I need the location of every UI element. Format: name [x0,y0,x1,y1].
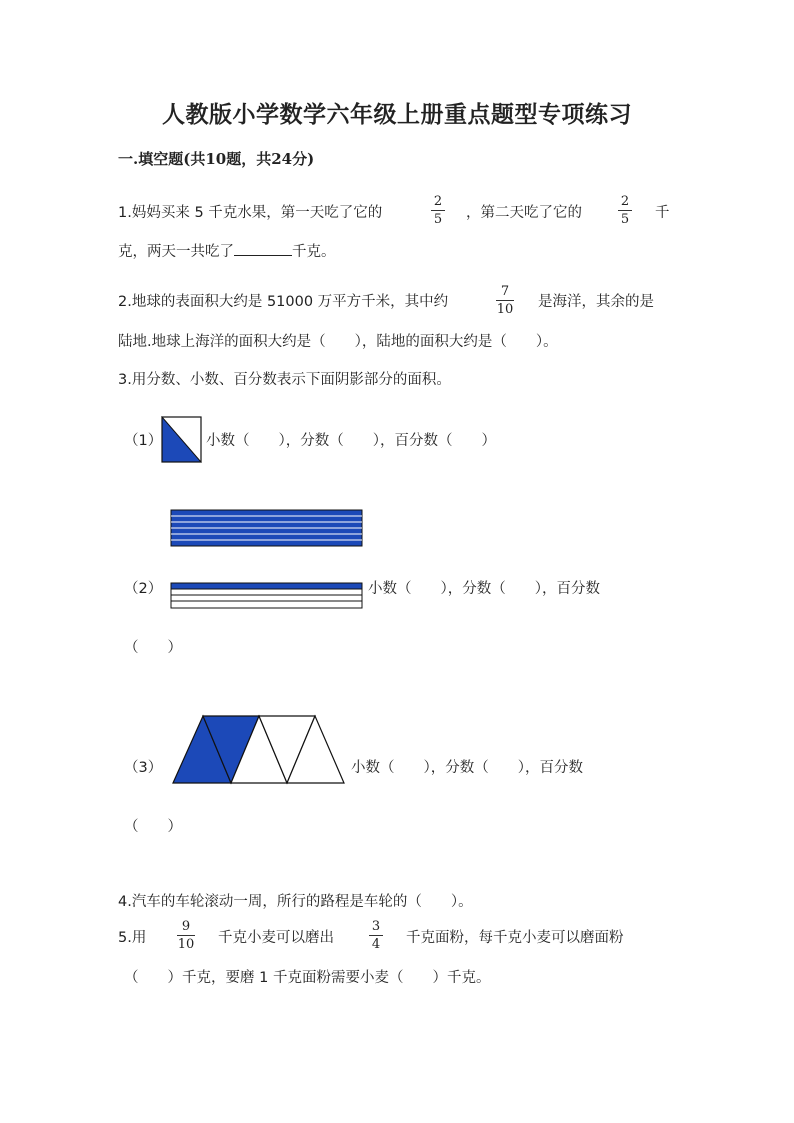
fraction-bar [618,210,632,211]
q3-p2-text: 小数（ ），分数（ ），百分数 [368,581,600,597]
q3-p1-text: 小数（ ），分数（ ），百分数（ ） [206,433,496,449]
q2-text-c: 陆地.地球上海洋的面积大约是（ ），陆地的面积大约是（ ）。 [118,334,558,350]
q3-p3-text: 小数（ ），分数（ ），百分数 [351,760,583,776]
shaded-strip [171,583,362,589]
q1-text-a: 1.妈妈买来 5 千克水果，第一天吃了它的 [118,205,383,221]
q3-p1-square-figure [161,416,203,464]
section-heading: 一.填空题(共10题，共24分) [118,150,315,168]
fraction-bar [496,300,514,301]
q5-fraction-1 [177,919,195,952]
q3-p2-partial-bar [170,582,364,610]
q3-p1-label: （1） [124,433,163,449]
q3-p2-tail: （ ） [124,640,182,656]
q3-p2-full-bar [170,509,364,549]
q2-frac-num: 7 [500,284,510,299]
q1-text-d: 克，两天一共吃了 [118,244,234,260]
q5-text-a: 5.用 [118,930,147,946]
q3-p2-label: （2） [124,581,163,597]
q2-text-a: 2.地球的表面积大约是 51000 万平方千米，其中约 [118,294,449,310]
fraction-bar [369,935,383,936]
q5-text-c: 千克面粉，每千克小麦可以磨面粉 [406,930,624,946]
q5-text-d: （ ）千克，要磨 1 千克面粉需要小麦（ ）千克。 [124,970,491,986]
q5-fraction-2 [369,919,383,952]
fraction-bar [431,210,445,211]
q5-frac1-num: 9 [181,919,191,934]
q5-frac2-den: 4 [371,937,381,952]
q2-frac-den: 10 [496,302,514,317]
q2-fraction [496,284,514,317]
page-title: 人教版小学数学六年级上册重点题型专项练习 [162,101,632,128]
shaded-triangle [162,417,201,462]
q1-line2 [118,240,336,261]
q1-frac1-den: 5 [433,212,443,227]
q5-frac1-den: 10 [177,937,195,952]
q1-text-b: ，第二天吃了它的 [466,205,582,221]
q4-text: 4.汽车的车轮滚动一周，所行的路程是车轮的（ ）。 [118,894,473,910]
q1-answer-blank[interactable] [234,241,292,256]
q3-p3-tail: （ ） [124,819,182,835]
q1-frac2-num: 2 [620,194,630,209]
q3-p3-label: （3） [124,760,163,776]
fraction-bar [177,935,195,936]
q1-text-c: 千 [655,205,670,221]
q5-text-b: 千克小麦可以磨出 [218,930,334,946]
q1-fraction-2 [618,194,632,227]
q1-frac1-num: 2 [433,194,443,209]
q1-frac2-den: 5 [620,212,630,227]
q3-stem: 3.用分数、小数、百分数表示下面阴影部分的面积。 [118,372,451,388]
q3-p3-triangles-figure [171,714,347,786]
q2-text-b: 是海洋，其余的是 [538,294,654,310]
q1-text-e: 千克。 [292,244,336,260]
q1-fraction-1 [431,194,445,227]
q5-frac2-num: 3 [371,919,381,934]
bar-outline [171,589,362,608]
